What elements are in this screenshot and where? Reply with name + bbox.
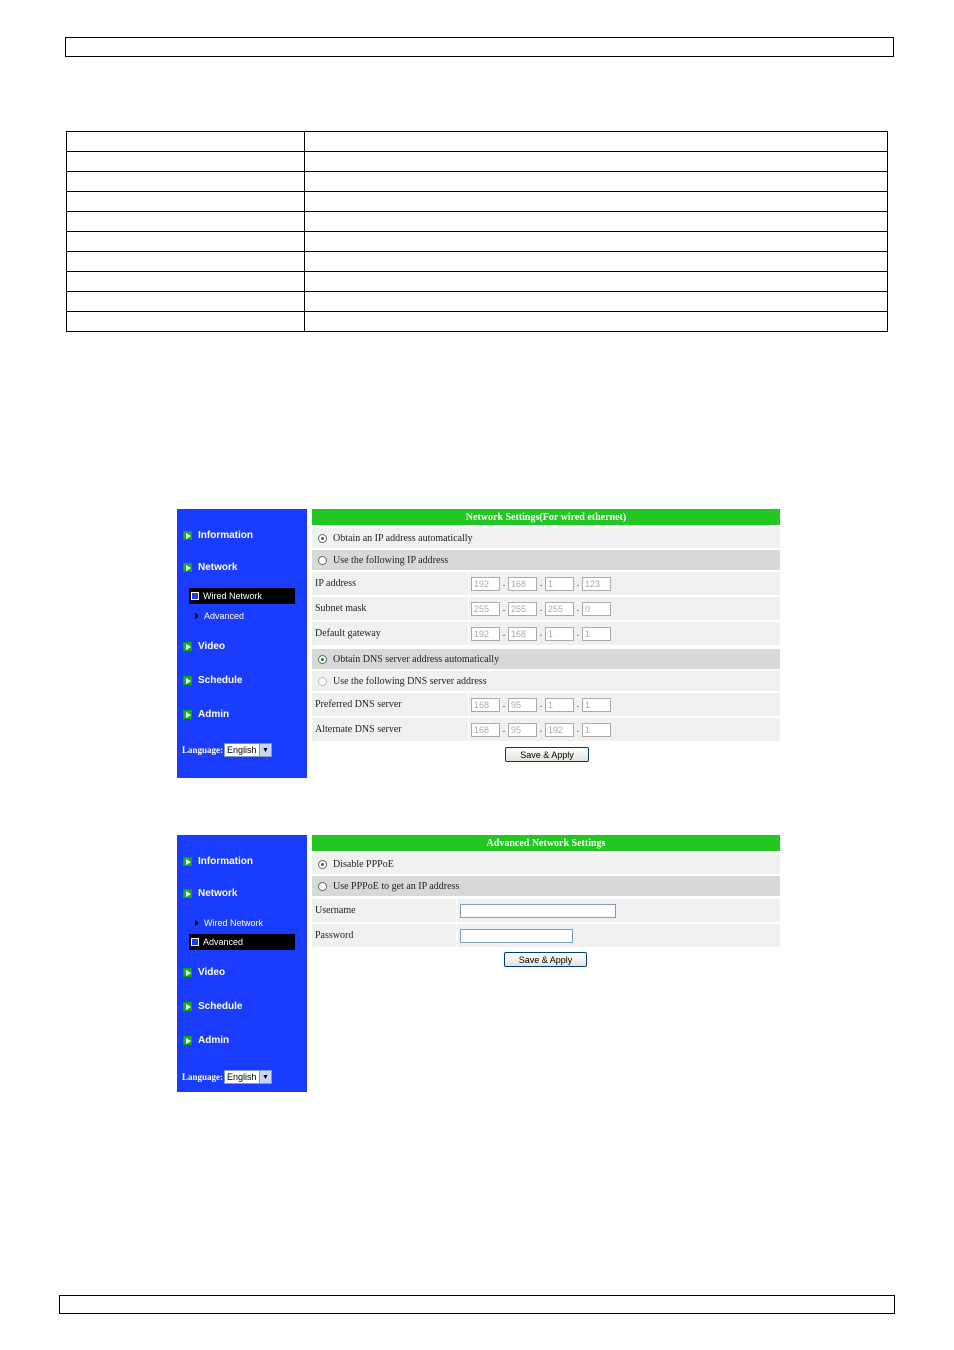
blank-table — [66, 131, 888, 332]
use-following-ip-row[interactable]: Use the following IP address — [312, 550, 780, 570]
language-row: Language: English ▼ — [182, 743, 272, 757]
nav-video[interactable]: Video — [183, 967, 225, 978]
arrow-icon — [183, 1036, 192, 1045]
nav-information[interactable]: Information — [183, 856, 253, 867]
arrow-icon — [183, 676, 192, 685]
arrow-icon — [183, 968, 192, 977]
nav-schedule[interactable]: Schedule — [183, 1001, 242, 1012]
gateway-fields: 192 . 168 . 1 . 1 — [471, 627, 611, 641]
save-apply-button[interactable]: Save & Apply — [505, 747, 589, 762]
nav-information[interactable]: Information — [183, 530, 253, 541]
subnet-mask-row: Subnet mask 255 . 255 . 255 . 0 — [312, 597, 780, 620]
table-row — [67, 272, 888, 292]
advanced-network-panel — [312, 835, 780, 975]
language-select[interactable]: English ▼ — [224, 1070, 272, 1084]
square-icon — [191, 592, 199, 600]
radio-icon[interactable] — [318, 677, 327, 686]
arrow-icon — [183, 531, 192, 540]
save-apply-button[interactable]: Save & Apply — [504, 952, 587, 967]
radio-icon[interactable] — [318, 655, 327, 664]
arrow-icon — [183, 857, 192, 866]
arrow-icon — [183, 889, 192, 898]
triangle-icon — [195, 920, 199, 926]
table-row — [67, 292, 888, 312]
obtain-ip-auto-row[interactable]: Obtain an IP address automatically — [312, 528, 780, 548]
language-select[interactable]: English ▼ — [224, 743, 272, 757]
username-row: Username — [312, 899, 780, 922]
sidebar — [177, 835, 307, 1092]
obtain-dns-auto-row[interactable]: Obtain DNS server address automatically — [312, 649, 780, 669]
subnet-mask-fields: 255 . 255 . 255 . 0 — [471, 602, 611, 616]
sub-advanced[interactable]: Advanced — [189, 934, 295, 950]
radio-icon[interactable] — [318, 860, 327, 869]
triangle-icon — [195, 613, 199, 619]
arrow-icon — [183, 1002, 192, 1011]
sidebar — [177, 509, 307, 778]
sub-wired-network[interactable]: Wired Network — [189, 915, 295, 931]
sub-advanced[interactable]: Advanced — [189, 608, 295, 624]
arrow-icon — [183, 563, 192, 572]
table-row — [67, 152, 888, 172]
table-row — [67, 232, 888, 252]
nav-schedule[interactable]: Schedule — [183, 675, 242, 686]
gateway-row: Default gateway 192 . 168 . 1 . 1 — [312, 622, 780, 645]
table-row — [67, 132, 888, 152]
panel-title: Network Settings(For wired ethernet) — [312, 509, 780, 525]
table-row — [67, 252, 888, 272]
password-row: Password — [312, 924, 780, 947]
preferred-dns-fields: 168 . 95 . 1 . 1 — [471, 698, 611, 712]
disable-pppoe-row[interactable]: Disable PPPoE — [312, 854, 780, 874]
page-header-box — [65, 37, 894, 57]
chevron-down-icon: ▼ — [259, 1071, 271, 1083]
preferred-dns-row: Preferred DNS server 168 . 95 . 1 . 1 — [312, 693, 780, 716]
panel-title: Advanced Network Settings — [312, 835, 780, 851]
alternate-dns-row: Alternate DNS server 168 . 95 . 192 . 1 — [312, 718, 780, 741]
use-pppoe-row[interactable]: Use PPPoE to get an IP address — [312, 876, 780, 896]
table-row — [67, 212, 888, 232]
nav-video[interactable]: Video — [183, 641, 225, 652]
ip-address-fields: 192 . 168 . 1 . 123 — [471, 577, 611, 591]
table-row — [67, 172, 888, 192]
chevron-down-icon: ▼ — [259, 744, 271, 756]
language-row: Language: English ▼ — [182, 1070, 272, 1084]
network-settings-panel — [312, 509, 780, 769]
table-row — [67, 192, 888, 212]
page-footer-box — [59, 1295, 895, 1314]
nav-network[interactable]: Network — [183, 562, 237, 573]
radio-icon[interactable] — [318, 882, 327, 891]
nav-admin[interactable]: Admin — [183, 709, 229, 720]
ip-address-row: IP address 192 . 168 . 1 . 123 — [312, 572, 780, 595]
nav-network[interactable]: Network — [183, 888, 237, 899]
radio-icon[interactable] — [318, 534, 327, 543]
nav-admin[interactable]: Admin — [183, 1035, 229, 1046]
arrow-icon — [183, 710, 192, 719]
radio-icon[interactable] — [318, 556, 327, 565]
arrow-icon — [183, 642, 192, 651]
use-following-dns-row[interactable]: Use the following DNS server address — [312, 671, 780, 691]
alternate-dns-fields: 168 . 95 . 192 . 1 — [471, 723, 611, 737]
square-icon — [191, 938, 199, 946]
table-row — [67, 312, 888, 332]
password-input[interactable] — [460, 929, 573, 943]
sub-wired-network[interactable]: Wired Network — [189, 588, 295, 604]
username-input[interactable] — [460, 904, 616, 918]
